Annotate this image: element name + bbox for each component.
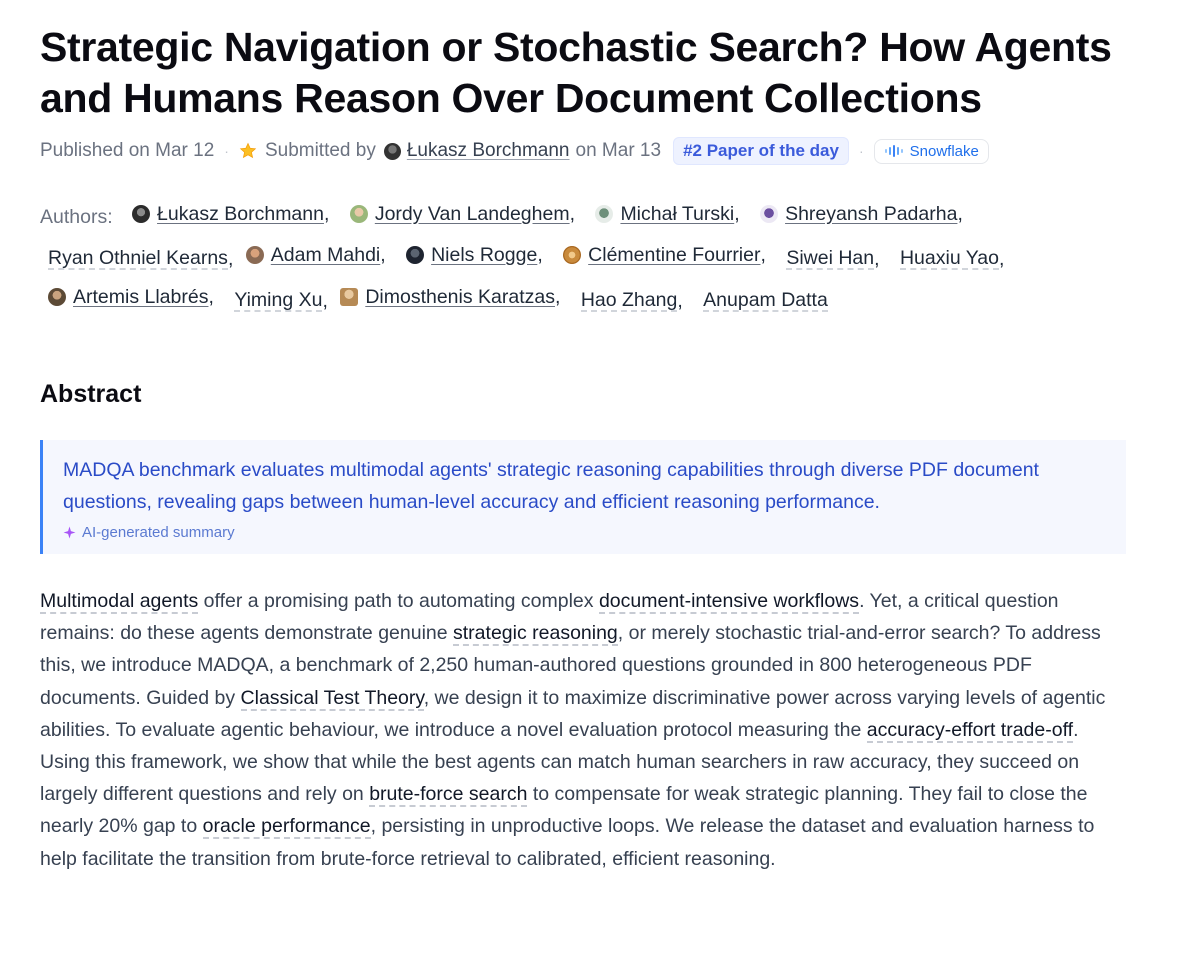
abstract-segment: , persisting in unproductive loops. We release the dataset and evaluation harness to help facilitate the transition from brute-force retrieval to calibrated, efficient reasoning. [40, 815, 1095, 870]
author-separator: , [554, 286, 561, 308]
author-item[interactable] [226, 282, 328, 320]
author-separator: , [760, 244, 766, 266]
abstract-keyword[interactable]: accuracy-effort trade-off [866, 718, 1074, 741]
author-item[interactable] [778, 240, 879, 278]
ai-summary-label: AI-generated summary [82, 524, 235, 541]
author-avatar [132, 205, 150, 223]
author-avatar [406, 246, 424, 264]
author-avatar [350, 205, 368, 223]
abstract-segment: . Yet, a critical question remains: do these agents demonstrate genuine [40, 590, 1059, 645]
author-name: Anupam Datta [703, 289, 828, 311]
author-name: Yiming Xu [234, 289, 323, 311]
author-name: Siwei Han [786, 247, 875, 269]
author-separator: , [322, 290, 328, 312]
abstract-segment: , we design it to maximize discriminative power across varying levels of agentic abilities. To evaluate agentic behaviour, we introduce a novel evaluation protocol measuring the [40, 686, 1106, 741]
star-icon [239, 142, 257, 160]
author-separator: , [998, 248, 1005, 270]
abstract-text [40, 585, 1130, 875]
abstract-keyword[interactable]: brute-force search [369, 783, 528, 806]
author-name: Artemis Llabrés [73, 286, 209, 308]
author-separator: , [569, 203, 576, 225]
snowflake-icon [884, 144, 904, 158]
author-item[interactable] [587, 195, 739, 233]
author-item[interactable] [246, 236, 386, 274]
abstract-segment: , or merely stochastic trial-and-error search? To address this, we introduce MADQA, a benchmark of 2,250 human-authored questions grounded in 800 heterogeneous PDF documents. Guided by [40, 622, 1101, 709]
author-separator: , [208, 286, 214, 308]
author-separator: , [957, 203, 963, 225]
author-item[interactable] [752, 195, 963, 233]
author-item[interactable] [340, 278, 560, 316]
author-avatar [595, 205, 613, 223]
ai-summary-label-row [63, 524, 1106, 541]
author-name: Hao Zhang [580, 289, 678, 311]
abstract-heading: Abstract [40, 380, 142, 408]
sparkle-icon [63, 526, 76, 539]
abstract-segment: . Using this framework, we show that while the best agents can match human searchers in raw accuracy, they succeed on largely different questions and rely on [40, 718, 1080, 806]
author-name: Michał Turski [620, 203, 735, 225]
author-name: Clémentine Fourrier [588, 244, 761, 266]
paper-of-day-badge[interactable]: #2 Paper of the day [673, 137, 849, 165]
submitted-on-date: on Mar 13 [575, 140, 662, 161]
org-badge[interactable] [874, 139, 989, 164]
submitted-by-label: Submitted by [264, 140, 376, 161]
author-separator: , [734, 203, 740, 225]
author-separator: , [874, 248, 880, 270]
ai-summary-box [40, 440, 1126, 554]
author-separator: , [323, 203, 330, 225]
org-badge-label: Snowflake [909, 142, 979, 160]
submitter-link[interactable]: Łukasz Borchmann [406, 140, 570, 161]
author-avatar [246, 246, 264, 264]
author-separator: , [537, 244, 543, 266]
author-name: Łukasz Borchmann [157, 203, 324, 225]
author-avatar [340, 288, 358, 306]
author-separator: , [227, 248, 234, 270]
meta-separator: · [224, 143, 229, 159]
author-name: Huaxiu Yao [899, 247, 999, 269]
author-name: Shreyansh Padarha [785, 203, 958, 225]
author-name: Dimosthenis Karatzas [365, 286, 555, 308]
published-date: Published on Mar 12 [40, 140, 215, 161]
author-name: Ryan Othniel Kearns [48, 247, 228, 269]
abstract-segment: offer a promising path to automating complex [198, 590, 599, 612]
ai-summary-text: MADQA benchmark evaluates multimodal agents' strategic reasoning capabilities through diverse PDF document questions, revealing gaps between human-level accuracy and efficient reasoning performance. [63, 459, 1039, 513]
abstract-keyword[interactable]: Classical Test Theory [240, 686, 424, 709]
paper-page [40, 22, 1130, 875]
paper-meta [40, 136, 1130, 166]
abstract-keyword[interactable]: document-intensive workflows [598, 590, 860, 612]
author-separator: , [677, 290, 683, 312]
author-name: Adam Mahdi [270, 244, 381, 266]
author-item[interactable] [695, 290, 828, 312]
abstract-keyword[interactable]: strategic reasoning [453, 622, 618, 645]
author-separator: , [380, 244, 386, 266]
authors-label: Authors: [40, 206, 113, 228]
abstract-keyword[interactable]: oracle performance [202, 815, 371, 838]
author-item[interactable] [398, 236, 543, 274]
authors-list [40, 195, 1130, 320]
meta-separator-2: · [858, 143, 864, 159]
author-item[interactable] [573, 282, 683, 320]
author-item[interactable] [40, 278, 214, 316]
author-name: Niels Rogge [431, 244, 538, 266]
author-name: Jordy Van Landeghem [374, 203, 570, 225]
abstract-keyword[interactable]: Multimodal agents [40, 590, 199, 612]
submitter-avatar [384, 143, 401, 160]
author-item[interactable] [342, 195, 575, 233]
author-avatar [760, 205, 778, 223]
author-item[interactable] [555, 236, 766, 274]
author-item[interactable] [40, 240, 233, 278]
abstract-segment: to compensate for weak strategic planning. They fail to close the nearly 20% gap to [40, 783, 1088, 838]
author-avatar [563, 246, 581, 264]
author-item[interactable] [892, 240, 1004, 278]
author-item[interactable] [124, 195, 329, 233]
paper-title: Strategic Navigation or Stochastic Search? How Agents and Humans Reason Over Document Collections [40, 24, 1112, 121]
author-avatar [48, 288, 66, 306]
